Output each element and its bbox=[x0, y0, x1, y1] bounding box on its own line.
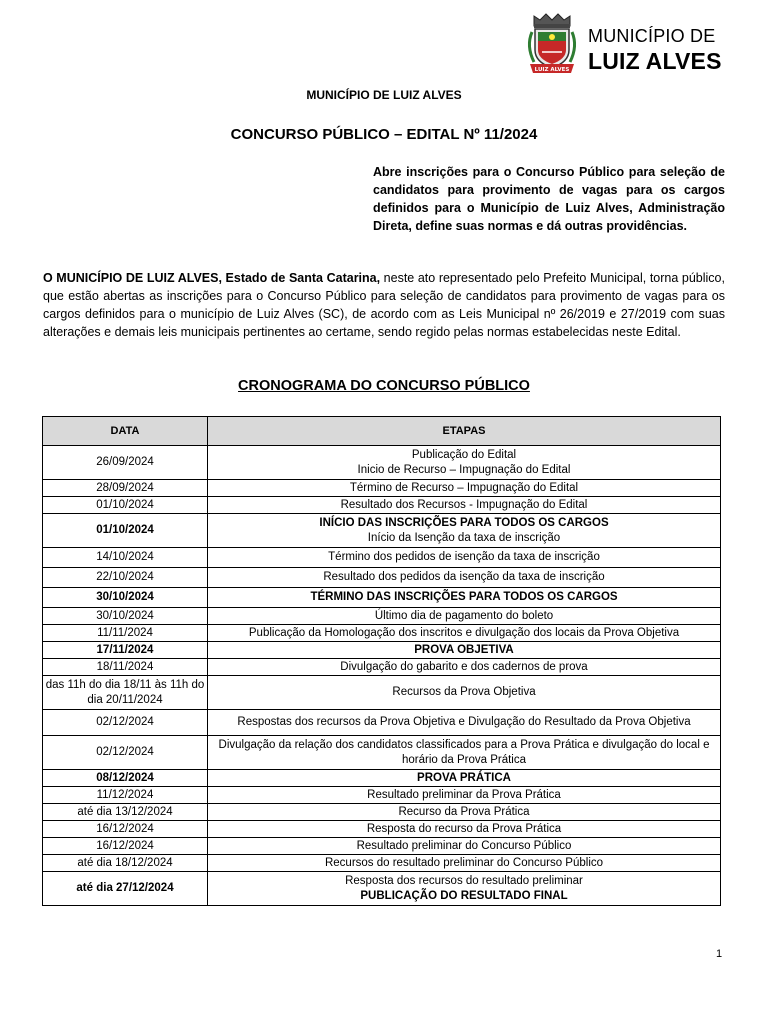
schedule-title: CRONOGRAMA DO CONCURSO PÚBLICO bbox=[238, 378, 530, 394]
schedule-table bbox=[42, 416, 721, 906]
row-date: 26/09/2024 bbox=[43, 446, 208, 480]
row-date: 11/11/2024 bbox=[43, 625, 208, 642]
table-row bbox=[43, 855, 721, 872]
table-row bbox=[43, 821, 721, 838]
table-row bbox=[43, 480, 721, 497]
municipality-logo bbox=[524, 12, 724, 78]
row-date: 02/12/2024 bbox=[43, 736, 208, 770]
table-row bbox=[43, 736, 721, 770]
row-date: das 11h do dia 18/11 às 11h do dia 20/11/2024 bbox=[43, 676, 208, 710]
row-date: 02/12/2024 bbox=[43, 710, 208, 736]
row-date: até dia 27/12/2024 bbox=[43, 872, 208, 906]
edital-title: CONCURSO PÚBLICO – EDITAL Nº 11/2024 bbox=[230, 126, 538, 143]
row-date: 22/10/2024 bbox=[43, 568, 208, 588]
row-stage: Resultado dos pedidos da isenção da taxa de inscrição bbox=[208, 568, 721, 588]
row-stage: PROVA PRÁTICA bbox=[208, 770, 721, 787]
table-header-row bbox=[43, 417, 721, 446]
table-row bbox=[43, 497, 721, 514]
table-row bbox=[43, 770, 721, 787]
stage-line: PUBLICAÇÃO DO RESULTADO FINAL bbox=[360, 889, 568, 902]
row-date: até dia 13/12/2024 bbox=[43, 804, 208, 821]
page-number: 1 bbox=[716, 948, 723, 960]
row-stage: Resultado preliminar do Concurso Público bbox=[208, 838, 721, 855]
table-row bbox=[43, 446, 721, 480]
row-date: 01/10/2024 bbox=[43, 497, 208, 514]
table-row bbox=[43, 787, 721, 804]
column-header-stages: ETAPAS bbox=[208, 417, 721, 446]
logo-text-line1: MUNICÍPIO DE bbox=[588, 26, 716, 46]
row-date: 30/10/2024 bbox=[43, 608, 208, 625]
row-stage: Recurso da Prova Prática bbox=[208, 804, 721, 821]
row-stage: Resultado preliminar da Prova Prática bbox=[208, 787, 721, 804]
row-stage: Resposta do recurso da Prova Prática bbox=[208, 821, 721, 838]
row-date: 08/12/2024 bbox=[43, 770, 208, 787]
table-row bbox=[43, 548, 721, 568]
row-date: 14/10/2024 bbox=[43, 548, 208, 568]
table-row bbox=[43, 625, 721, 642]
table-row bbox=[43, 608, 721, 625]
stage-line: INÍCIO DAS INSCRIÇÕES PARA TODOS OS CARGOS bbox=[319, 516, 609, 529]
logo-text-line2: LUIZ ALVES bbox=[588, 48, 722, 74]
row-stage: Recursos da Prova Objetiva bbox=[208, 676, 721, 710]
row-date: até dia 18/12/2024 bbox=[43, 855, 208, 872]
row-date: 11/12/2024 bbox=[43, 787, 208, 804]
stage-line: Inicio de Recurso – Impugnação do Edital bbox=[357, 463, 571, 476]
table-row bbox=[43, 804, 721, 821]
column-header-date: DATA bbox=[43, 417, 208, 446]
row-stage bbox=[208, 446, 721, 480]
row-stage: Término dos pedidos de isenção da taxa de inscrição bbox=[208, 548, 721, 568]
intro-bold-lead: O MUNICÍPIO DE LUIZ ALVES, Estado de Santa Catarina, bbox=[43, 271, 381, 285]
stage-line: Resposta dos recursos do resultado preliminar bbox=[345, 874, 583, 887]
row-stage: Respostas dos recursos da Prova Objetiva e Divulgação do Resultado da Prova Objetiva bbox=[208, 710, 721, 736]
row-stage bbox=[208, 514, 721, 548]
row-stage bbox=[208, 872, 721, 906]
row-stage: Recursos do resultado preliminar do Concurso Público bbox=[208, 855, 721, 872]
row-date: 30/10/2024 bbox=[43, 588, 208, 608]
row-stage: Último dia de pagamento do boleto bbox=[208, 608, 721, 625]
row-date: 16/12/2024 bbox=[43, 821, 208, 838]
table-row bbox=[43, 872, 721, 906]
municipality-heading: MUNICÍPIO DE LUIZ ALVES bbox=[306, 88, 462, 102]
intro-text: neste ato representado pelo Prefeito Municipal, torna público, que estão abertas as inscrições para o Concurso Público para seleção de candidatos para provimento de vagas para os cargos definidos para o município de Luiz Alves (SC), de acordo com as Leis Municipal nº 26/2019 e 27/2019 com suas alterações e demais leis municipais pertinentes ao certame, sendo regido pelas normas estabelecidas neste Edital. bbox=[43, 271, 725, 339]
table-row bbox=[43, 568, 721, 588]
row-date: 16/12/2024 bbox=[43, 838, 208, 855]
table-row bbox=[43, 642, 721, 659]
table-row bbox=[43, 588, 721, 608]
row-date: 17/11/2024 bbox=[43, 642, 208, 659]
stage-line: Publicação do Edital bbox=[411, 448, 517, 461]
row-date: 01/10/2024 bbox=[43, 514, 208, 548]
row-stage: Término de Recurso – Impugnação do Edital bbox=[208, 480, 721, 497]
table-row bbox=[43, 659, 721, 676]
table-row bbox=[43, 838, 721, 855]
table-row bbox=[43, 710, 721, 736]
row-stage: TÉRMINO DAS INSCRIÇÕES PARA TODOS OS CARGOS bbox=[208, 588, 721, 608]
row-stage: Resultado dos Recursos - Impugnação do Edital bbox=[208, 497, 721, 514]
row-stage: Publicação da Homologação dos inscritos e divulgação dos locais da Prova Objetiva bbox=[208, 625, 721, 642]
intro-paragraph bbox=[43, 269, 725, 341]
table-row bbox=[43, 514, 721, 548]
stage-line: Início da Isenção da taxa de inscrição bbox=[367, 531, 561, 544]
row-stage: PROVA OBJETIVA bbox=[208, 642, 721, 659]
row-date: 18/11/2024 bbox=[43, 659, 208, 676]
coat-of-arms-icon bbox=[524, 12, 580, 76]
edital-abstract: Abre inscrições para o Concurso Público para seleção de candidatos para provimento de vagas para os cargos definidos para o Município de Luiz Alves, Administração Direta, define suas normas e dá outras providências. bbox=[373, 165, 725, 233]
table-row bbox=[43, 676, 721, 710]
row-date: 28/09/2024 bbox=[43, 480, 208, 497]
row-stage: Divulgação do gabarito e dos cadernos de prova bbox=[208, 659, 721, 676]
row-stage: Divulgação da relação dos candidatos classificados para a Prova Prática e divulgação do local e horário da Prova Prática bbox=[208, 736, 721, 770]
crest-ribbon-text: LUIZ ALVES bbox=[534, 67, 570, 73]
